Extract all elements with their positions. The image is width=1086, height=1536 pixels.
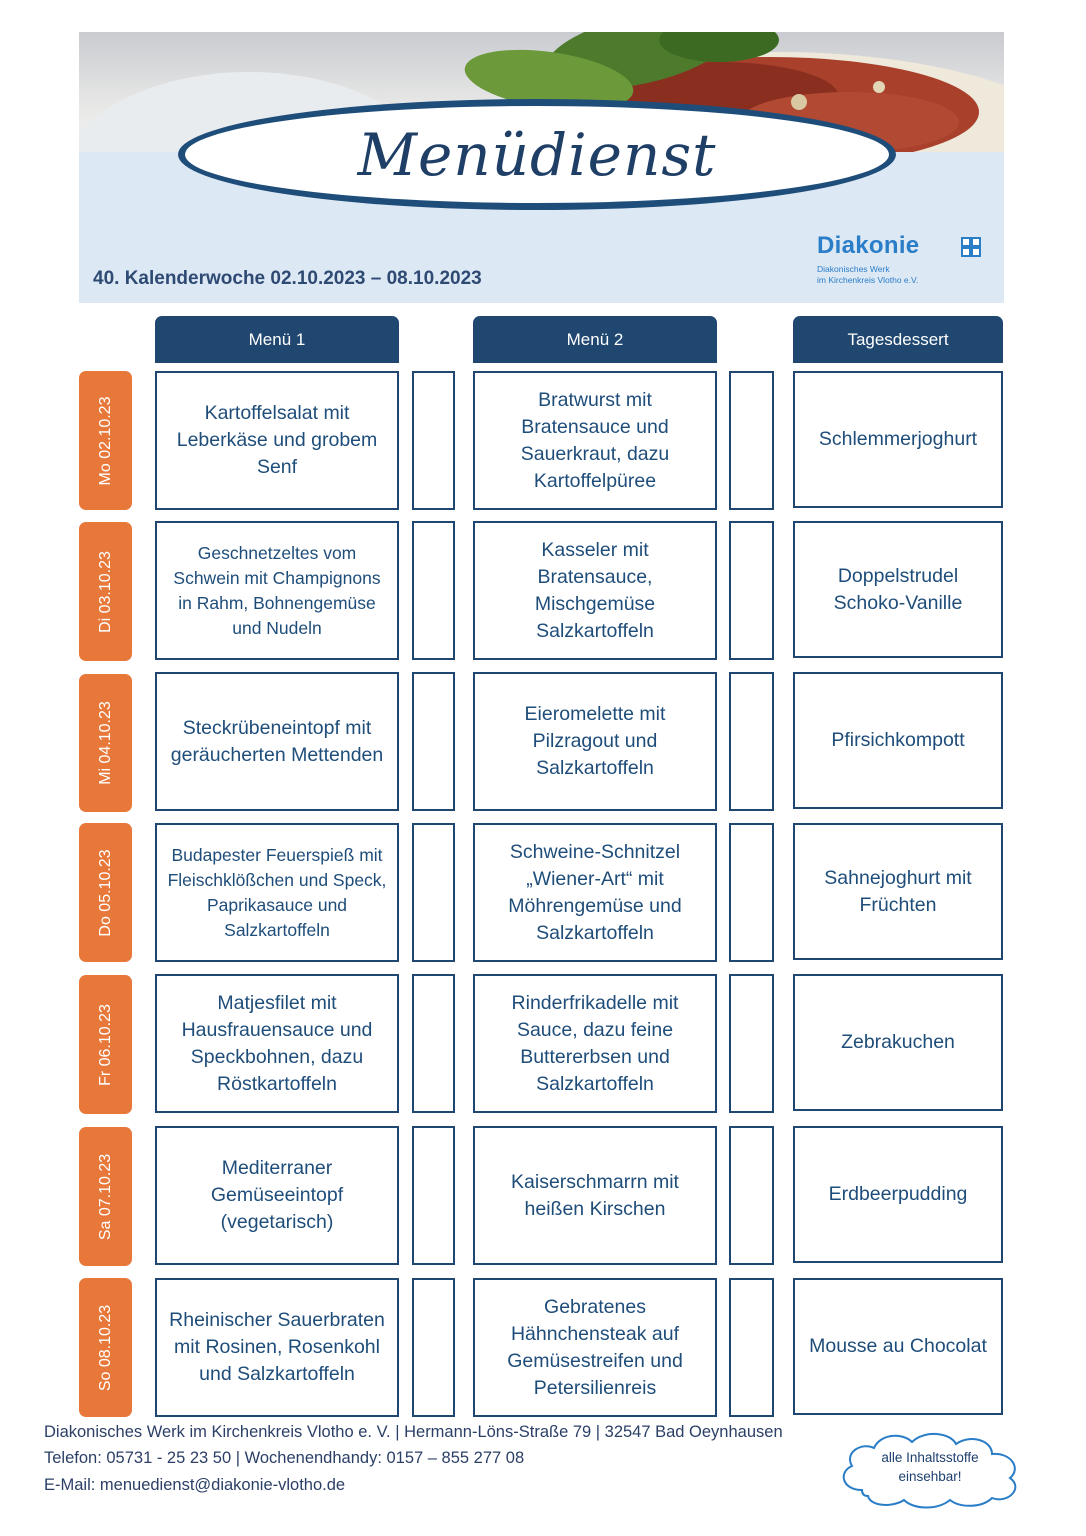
allergen-note-line-1: alle Inhaltsstoffe	[881, 1450, 979, 1465]
menu1-order-box[interactable]	[412, 1126, 455, 1265]
menu1-cell: Mediterraner Gemüseeintopf (vegetarisch)	[155, 1126, 399, 1265]
menu2-order-box[interactable]	[729, 1126, 774, 1265]
day-tab: Fr 06.10.23	[79, 975, 132, 1114]
dessert-cell: Sahnejoghurt mit Früchten	[793, 823, 1003, 960]
week-label: 40. Kalenderwoche 02.10.2023 – 08.10.2023	[93, 268, 482, 289]
day-tab: So 08.10.23	[79, 1278, 132, 1417]
menu1-cell: Geschnetzeltes vom Schwein mit Champignons in Rahm, Bohnengemüse und Nudeln	[155, 521, 399, 660]
menu2-order-box[interactable]	[729, 974, 774, 1113]
menu2-cell: Schweine-Schnitzel „Wiener-Art“ mit Möhrengemüse und Salzkartoffeln	[473, 823, 717, 962]
menu2-cell: Gebratenes Hähnchensteak auf Gemüsestreifen und Petersilienreis	[473, 1278, 717, 1417]
dessert-cell: Zebrakuchen	[793, 974, 1003, 1111]
menu2-order-box[interactable]	[729, 823, 774, 962]
dessert-cell: Schlemmerjoghurt	[793, 371, 1003, 508]
day-tab: Do 05.10.23	[79, 823, 132, 962]
menu1-cell: Kartoffelsalat mit Leberkäse und grobem Senf	[155, 371, 399, 510]
dessert-cell: Doppelstrudel Schoko-Vanille	[793, 521, 1003, 658]
menu1-order-box[interactable]	[412, 823, 455, 962]
menu1-order-box[interactable]	[412, 521, 455, 660]
page-title: Menüdienst	[357, 120, 717, 189]
logo-name: Diakonie	[817, 232, 920, 259]
column-header-menu1: Menü 1	[155, 316, 399, 363]
logo-subtitle-1: Diakonisches Werk	[817, 264, 890, 274]
dessert-cell: Mousse au Chocolat	[793, 1278, 1003, 1415]
dessert-cell: Pfirsichkompott	[793, 672, 1003, 809]
menu2-cell: Bratwurst mit Bratensauce und Sauerkraut, dazu Kartoffelpüree	[473, 371, 717, 510]
menu2-cell: Kaiserschmarrn mit heißen Kirschen	[473, 1126, 717, 1265]
menu1-order-box[interactable]	[412, 371, 455, 510]
menu1-cell: Matjesfilet mit Hausfrauensauce und Speckbohnen, dazu Röstkartoffeln	[155, 974, 399, 1113]
day-tab: Di 03.10.23	[79, 522, 132, 661]
day-tab: Mo 02.10.23	[79, 371, 132, 510]
column-header-menu2: Menü 2	[473, 316, 717, 363]
menu2-order-box[interactable]	[729, 672, 774, 811]
menu2-order-box[interactable]	[729, 1278, 774, 1417]
diakonie-cross-icon	[961, 237, 981, 257]
allergen-note	[850, 1448, 1010, 1486]
menu2-cell: Rinderfrikadelle mit Sauce, dazu feine Buttererbsen und Salzkartoffeln	[473, 974, 717, 1113]
menu2-order-box[interactable]	[729, 371, 774, 510]
menu1-cell: Budapester Feuerspieß mit Fleischklößchen und Speck, Paprikasauce und Salzkartoffeln	[155, 823, 399, 962]
day-tab: Mi 04.10.23	[79, 674, 132, 812]
menu2-cell: Kasseler mit Bratensauce, Mischgemüse Salzkartoffeln	[473, 521, 717, 660]
day-tab: Sa 07.10.23	[79, 1127, 132, 1266]
menu1-cell: Rheinischer Sauerbraten mit Rosinen, Rosenkohl und Salzkartoffeln	[155, 1278, 399, 1417]
menu1-order-box[interactable]	[412, 1278, 455, 1417]
menu1-order-box[interactable]	[412, 974, 455, 1113]
footer-phone: Telefon: 05731 - 25 23 50 | Wochenendhandy: 0157 – 855 277 08	[44, 1449, 525, 1467]
menu1-cell: Steckrübeneintopf mit geräucherten Mettenden	[155, 672, 399, 811]
footer-address: Diakonisches Werk im Kirchenkreis Vlotho e. V. | Hermann-Löns-Straße 79 | 32547 Bad Oeynhausen	[44, 1423, 783, 1441]
column-header-dessert: Tagesdessert	[793, 316, 1003, 363]
logo-subtitle-2: im Kirchenkreis Vlotho e.V.	[817, 275, 919, 285]
menu1-order-box[interactable]	[412, 672, 455, 811]
menu2-order-box[interactable]	[729, 521, 774, 660]
allergen-note-line-2: einsehbar!	[898, 1469, 962, 1484]
dessert-cell: Erdbeerpudding	[793, 1126, 1003, 1263]
menu2-cell: Eieromelette mit Pilzragout und Salzkartoffeln	[473, 672, 717, 811]
footer-email: E-Mail: menuedienst@diakonie-vlotho.de	[44, 1476, 346, 1494]
